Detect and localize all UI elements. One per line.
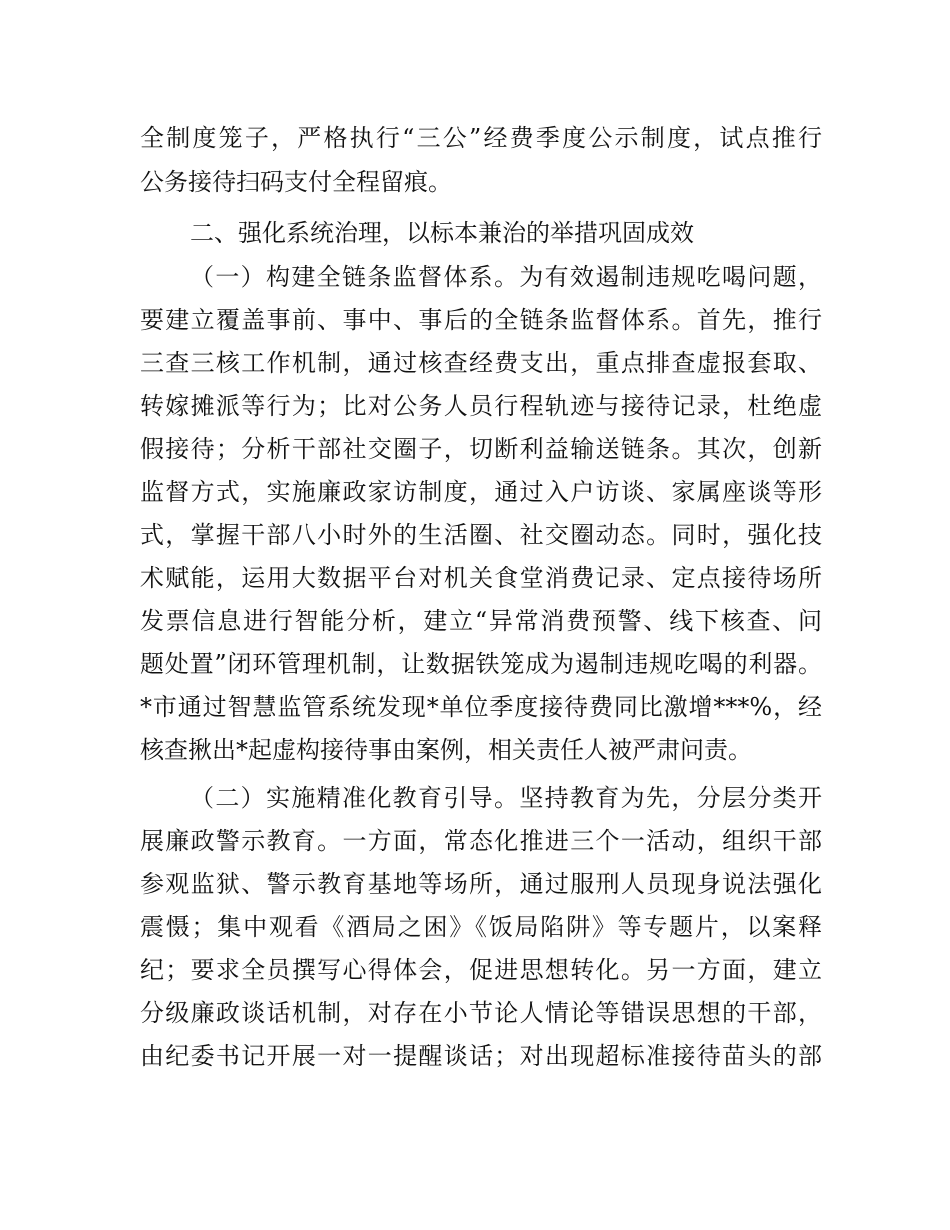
text-line: 分级廉政谈话机制，对存在小节论人情论等错误思想的干部， (140, 999, 822, 1027)
text-line: *市通过智慧监管系统发现*单位季度接待费同比激增***%，经 (140, 693, 822, 721)
section-heading: 二、强化系统治理，以标本兼治的举措巩固成效 (190, 219, 694, 247)
text-line: 展廉政警示教育。一方面，常态化推进三个一活动，组织干部 (140, 827, 822, 855)
text-line: 监督方式，实施廉政家访制度，通过入户访谈、家属座谈等形 (140, 478, 822, 506)
text-line: 转嫁摊派等行为；比对公务人员行程轨迹与接待记录，杜绝虚 (140, 392, 822, 420)
text-line: 要建立覆盖事前、事中、事后的全链条监督体系。首先，推行 (140, 306, 822, 334)
text-line: 术赋能，运用大数据平台对机关食堂消费记录、定点接待场所 (140, 564, 822, 592)
text-line: 纪；要求全员撰写心得体会，促进思想转化。另一方面，建立 (140, 956, 822, 984)
text-line: 震慑；集中观看《酒局之困》《饭局陷阱》等专题片，以案释 (140, 913, 822, 941)
text-line: 由纪委书记开展一对一提醒谈话；对出现超标准接待苗头的部 (140, 1042, 822, 1070)
text-line: 题处置”闭环管理机制，让数据铁笼成为遏制违规吃喝的利器。 (140, 650, 822, 678)
text-line: 公务接待扫码支付全程留痕。 (140, 168, 452, 196)
subsection-heading-line: （二）实施精准化教育引导。坚持教育为先，分层分类开 (190, 784, 822, 812)
text-line: 式，掌握干部八小时外的生活圈、社交圈动态。同时，强化技 (140, 521, 822, 549)
text-line: 全制度笼子，严格执行“三公”经费季度公示制度，试点推行 (140, 124, 822, 152)
subsection-heading-line: （一）构建全链条监督体系。为有效遏制违规吃喝问题， (190, 263, 822, 291)
text-line: 核查揪出*起虚构接待事由案例，相关责任人被严肃问责。 (140, 736, 752, 764)
text-line: 参观监狱、警示教育基地等场所，通过服刑人员现身说法强化 (140, 870, 822, 898)
text-line: 假接待；分析干部社交圈子，切断利益输送链条。其次，创新 (140, 435, 822, 463)
text-line: 三查三核工作机制，通过核查经费支出，重点排查虚报套取、 (140, 349, 822, 377)
text-line: 发票信息进行智能分析，建立“异常消费预警、线下核查、问 (140, 607, 822, 635)
